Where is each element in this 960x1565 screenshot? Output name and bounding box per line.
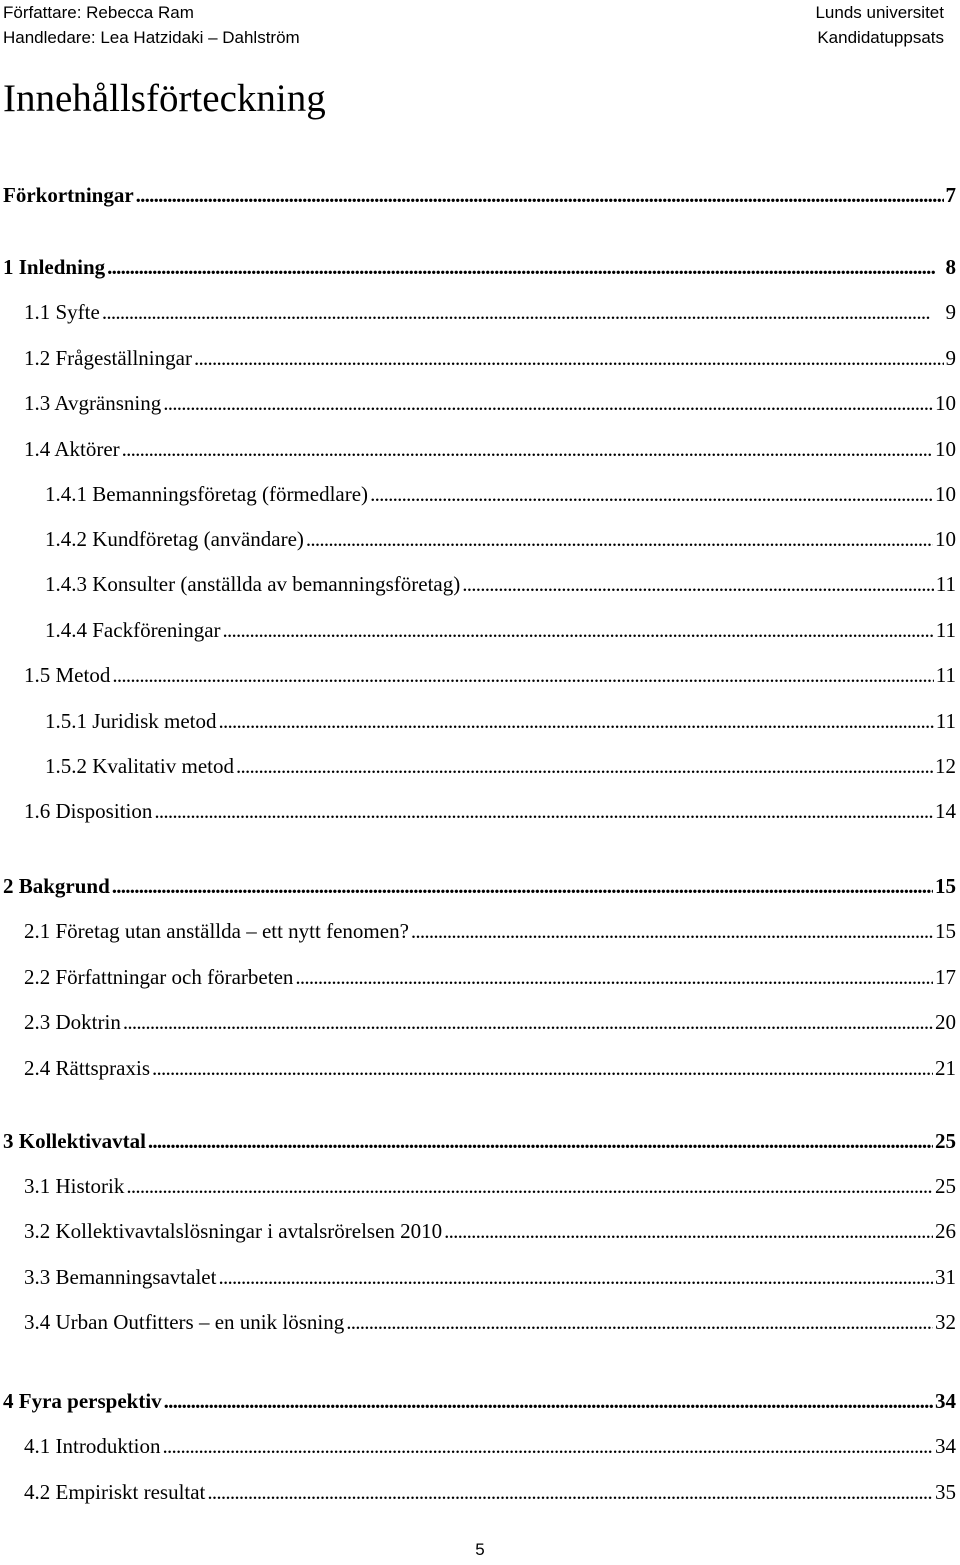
toc-entry[interactable] bbox=[3, 872, 956, 900]
toc-entry[interactable] bbox=[24, 298, 956, 326]
dot-leader bbox=[444, 1217, 933, 1245]
header-left bbox=[3, 0, 300, 50]
toc-entry[interactable] bbox=[45, 525, 956, 553]
toc-entry[interactable] bbox=[24, 435, 956, 463]
toc-entry[interactable] bbox=[45, 570, 956, 598]
dot-leader bbox=[306, 525, 933, 553]
dot-leader bbox=[462, 570, 934, 598]
toc-entry-title: 3.1 Historik bbox=[24, 1174, 125, 1198]
dot-leader bbox=[107, 253, 943, 281]
toc-entry-page: 10 bbox=[935, 437, 956, 461]
toc-entry-page: 7 bbox=[945, 183, 956, 207]
dot-leader bbox=[223, 616, 934, 644]
header-supervisor: Handledare: Lea Hatzidaki – Dahlström bbox=[3, 28, 300, 47]
toc-entry-page: 20 bbox=[935, 1010, 956, 1034]
toc-entry-title: 1.6 Disposition bbox=[24, 799, 153, 823]
toc-entry-page: 10 bbox=[935, 482, 956, 506]
dot-leader bbox=[112, 661, 933, 689]
toc-entry-page: 26 bbox=[935, 1219, 956, 1243]
toc-entry[interactable] bbox=[24, 963, 956, 991]
toc-entry-page: 15 bbox=[935, 874, 956, 898]
dot-leader bbox=[194, 344, 944, 372]
toc-entry[interactable] bbox=[3, 253, 956, 281]
toc-entry[interactable] bbox=[3, 181, 956, 209]
toc-entry-title: 3.4 Urban Outfitters – en unik lösning bbox=[24, 1310, 345, 1334]
dot-leader bbox=[152, 1054, 933, 1082]
dot-leader bbox=[370, 480, 933, 508]
toc-entry-title: 1.4.4 Fackföreningar bbox=[45, 618, 221, 642]
toc-entry-page: 11 bbox=[935, 663, 956, 687]
header-author: Författare: Rebecca Ram bbox=[3, 3, 194, 22]
toc-entry-title: 1.1 Syfte bbox=[24, 300, 100, 324]
toc-entry-title: 1.4.2 Kundföretag (användare) bbox=[45, 527, 304, 551]
toc-entry[interactable] bbox=[24, 1308, 956, 1336]
dot-leader bbox=[112, 872, 933, 900]
toc-entry-title: Förkortningar bbox=[3, 183, 134, 207]
toc-entry-title: 2.1 Företag utan anställda – ett nytt fenomen? bbox=[24, 919, 409, 943]
toc-entry[interactable] bbox=[45, 480, 956, 508]
toc-entry-title: 3.3 Bemanningsavtalet bbox=[24, 1265, 217, 1289]
header-right bbox=[815, 0, 944, 50]
dot-leader bbox=[163, 389, 933, 417]
dot-leader bbox=[123, 1008, 933, 1036]
toc-entry-page: 32 bbox=[935, 1310, 956, 1334]
dot-leader bbox=[411, 917, 933, 945]
toc-entry-title: 1.2 Frågeställningar bbox=[24, 346, 192, 370]
toc-entry-title: 4.2 Empiriskt resultat bbox=[24, 1480, 206, 1504]
dot-leader bbox=[102, 298, 944, 326]
toc-entry-title: 1.4.3 Konsulter (anställda av bemanningsföretag) bbox=[45, 572, 461, 596]
toc-entry-page: 34 bbox=[935, 1389, 956, 1413]
toc-entry[interactable] bbox=[24, 1054, 956, 1082]
dot-leader bbox=[295, 963, 933, 991]
toc-entry-page: 14 bbox=[935, 799, 956, 823]
toc-entry[interactable] bbox=[3, 1387, 956, 1415]
toc-entry[interactable] bbox=[24, 797, 956, 825]
dot-leader bbox=[148, 1127, 933, 1155]
dot-leader bbox=[122, 435, 933, 463]
dot-leader bbox=[218, 1263, 933, 1291]
toc-entry-title: 2 Bakgrund bbox=[3, 874, 110, 898]
toc-entry-title: 2.3 Doktrin bbox=[24, 1010, 121, 1034]
page-header bbox=[0, 0, 960, 52]
toc-entry-page: 10 bbox=[935, 391, 956, 415]
toc-entry[interactable] bbox=[45, 752, 956, 780]
toc-entry-title: 1.5 Metod bbox=[24, 663, 111, 687]
dot-leader bbox=[163, 1432, 934, 1460]
toc-entry[interactable] bbox=[24, 661, 956, 689]
dot-leader bbox=[346, 1308, 933, 1336]
toc-entry-page: 35 bbox=[935, 1480, 956, 1504]
toc-entry-title: 2.2 Författningar och förarbeten bbox=[24, 965, 294, 989]
toc-entry-page: 9 bbox=[945, 346, 956, 370]
dot-leader bbox=[164, 1387, 933, 1415]
dot-leader bbox=[136, 181, 944, 209]
toc-entry-title: 2.4 Rättspraxis bbox=[24, 1056, 150, 1080]
header-university: Lunds universitet bbox=[815, 3, 944, 22]
toc-entry-page: 34 bbox=[935, 1434, 956, 1458]
toc-entry-title: 4.1 Introduktion bbox=[24, 1434, 161, 1458]
toc-entry-page: 21 bbox=[935, 1056, 956, 1080]
toc-entry[interactable] bbox=[3, 1127, 956, 1155]
toc-entry[interactable] bbox=[24, 917, 956, 945]
toc-entry-title: 1.5.1 Juridisk metod bbox=[45, 709, 217, 733]
toc-entry-title: 1.4.1 Bemanningsföretag (förmedlare) bbox=[45, 482, 369, 506]
toc-entry[interactable] bbox=[24, 1172, 956, 1200]
toc-entry[interactable] bbox=[24, 1478, 956, 1506]
toc-entry-page: 25 bbox=[935, 1129, 956, 1153]
toc-entry[interactable] bbox=[24, 1217, 956, 1245]
dot-leader bbox=[207, 1478, 933, 1506]
toc-entry[interactable] bbox=[24, 1263, 956, 1291]
toc-entry-page: 15 bbox=[935, 919, 956, 943]
toc-entry-page: 12 bbox=[935, 754, 956, 778]
page-title: Innehållsförteckning bbox=[3, 77, 326, 120]
toc-entry[interactable] bbox=[45, 707, 956, 735]
header-thesis-type: Kandidatuppsats bbox=[817, 28, 944, 47]
toc-entry-page: 11 bbox=[935, 572, 956, 596]
toc-entry-title: 1.4 Aktörer bbox=[24, 437, 120, 461]
toc-entry[interactable] bbox=[24, 1008, 956, 1036]
toc-entry-page: 8 bbox=[945, 255, 956, 279]
dot-leader bbox=[154, 797, 933, 825]
toc-entry[interactable] bbox=[24, 344, 956, 372]
toc-entry-page: 10 bbox=[935, 527, 956, 551]
toc-entry-title: 3 Kollektivavtal bbox=[3, 1129, 146, 1153]
toc-entry[interactable] bbox=[24, 389, 956, 417]
toc-entry-title: 4 Fyra perspektiv bbox=[3, 1389, 162, 1413]
dot-leader bbox=[219, 707, 934, 735]
toc-entry-page: 25 bbox=[935, 1174, 956, 1198]
toc-entry[interactable] bbox=[45, 616, 956, 644]
page-number: 5 bbox=[475, 1540, 485, 1559]
toc-entry-page: 31 bbox=[935, 1265, 956, 1289]
dot-leader bbox=[236, 752, 933, 780]
toc-entry-title: 1 Inledning bbox=[3, 255, 106, 279]
toc-entry-title: 3.2 Kollektivavtalslösningar i avtalsrörelsen 2010 bbox=[24, 1219, 443, 1243]
toc-entry-page: 11 bbox=[935, 618, 956, 642]
toc-entry-page: 17 bbox=[935, 965, 956, 989]
dot-leader bbox=[126, 1172, 933, 1200]
toc-entry-title: 1.3 Avgränsning bbox=[24, 391, 162, 415]
toc-entry-page: 9 bbox=[945, 300, 956, 324]
toc-entry[interactable] bbox=[24, 1432, 956, 1460]
toc-entry-title: 1.5.2 Kvalitativ metod bbox=[45, 754, 234, 778]
toc-entry-page: 11 bbox=[935, 709, 956, 733]
